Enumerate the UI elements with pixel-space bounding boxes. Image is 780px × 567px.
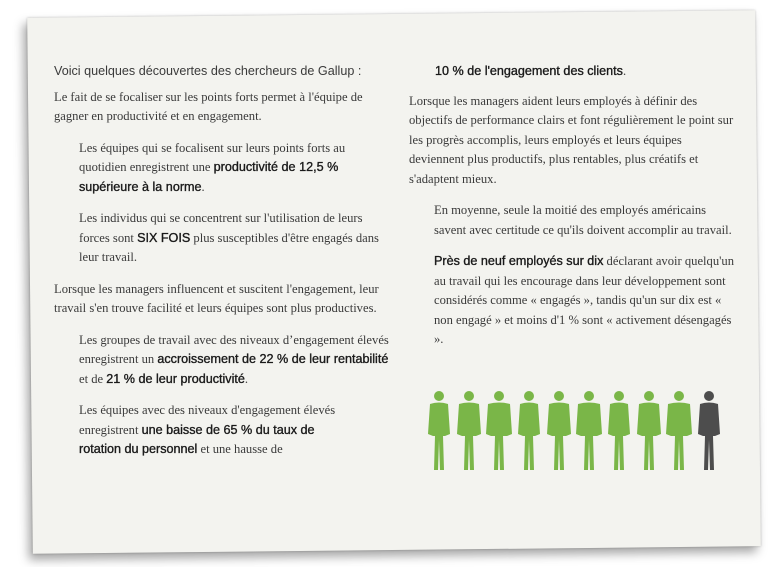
employees-figure (424, 390, 724, 472)
continued-text (409, 62, 739, 82)
paragraph-strengths: Le fait de se focaliser sur les points forts permet à l'équipe de gagner en productivité et en engagement. (54, 89, 363, 123)
engaged-person-icon (486, 391, 512, 470)
text-segment: plus susceptibles d'être engagés dans leur travail. (79, 230, 379, 264)
text-segment: . (622, 64, 627, 78)
quote-half-employees: En moyenne, seule la moitié des employés américains savent avec certitude ce qu'ils doivent accomplir au travail. (434, 203, 732, 237)
intro-heading: Voici quelques découvertes des chercheurs de Gallup : (54, 64, 362, 78)
quote-productivity (54, 139, 389, 198)
text-segment: Les groupes de travail avec des niveaux d’engagement élevés enregistrent un (79, 332, 389, 366)
right-column (409, 62, 739, 350)
engaged-person-icon (457, 391, 481, 470)
text-segment: Les individus qui se concentrent sur l'utilisation de leurs forces sont (79, 211, 363, 245)
engaged-person-icon (576, 391, 602, 470)
quote-rentability (54, 331, 389, 390)
highlight-text: Près de neuf employés sur dix (434, 254, 604, 268)
quote-turnover (54, 401, 359, 460)
people-silhouettes (424, 390, 724, 472)
engaged-person-icon (547, 391, 571, 470)
text-segment: Les équipes avec des niveaux d'engagement élevés enregistrent (79, 403, 336, 437)
engaged-person-icon (637, 391, 661, 470)
text-segment: déclarant avoir quelqu'un au travail qui les encourage dans leur développement sont considérés comme « engagés », tandis qu'un sur dix est « non engagé » et moins d'1 % sont « activement désengagés ». (434, 254, 735, 346)
text-segment: . (201, 179, 205, 194)
highlight-text: productivité de 12,5 % supérieure à la norme (79, 160, 339, 194)
highlight-text: 10 % de l'engagement des clients (435, 64, 623, 78)
highlight-text: 21 % de leur productivité (106, 371, 245, 386)
text-segment: et de (79, 371, 107, 386)
quote-nine-of-ten (409, 252, 739, 350)
highlight-text: accroissement de 22 % de leur rentabilité (157, 352, 389, 366)
quote-six-times (54, 209, 389, 268)
engaged-person-icon (518, 391, 540, 470)
highlight-text: SIX FOIS (137, 230, 191, 245)
paragraph-objectives: Lorsque les managers aident leurs employés à définir des objectifs de performance clairs et font régulièrement le point sur les progrès accomplis, leurs employés et leurs équipes deviennent plus productifs, plus rentables, plus créatifs et s'adaptent mieux. (409, 93, 734, 186)
disengaged-person-icon (698, 391, 720, 470)
paragraph-managers: Lorsque les managers influencent et suscitent l'engagement, leur travail s'en trouve facilité et leurs équipes sont plus productives. (54, 281, 379, 315)
engaged-person-icon (608, 391, 630, 470)
text-segment: Les équipes qui se focalisent sur leurs points forts au quotidien enregistrent une (79, 140, 346, 174)
text-segment: . (244, 371, 249, 386)
engaged-person-icon (428, 391, 450, 470)
engaged-person-icon (666, 391, 692, 470)
text-segment: et une hausse de (197, 442, 283, 456)
highlight-text: une baisse de 65 % du taux de rotation du personnel (79, 422, 315, 456)
left-column (54, 62, 389, 460)
